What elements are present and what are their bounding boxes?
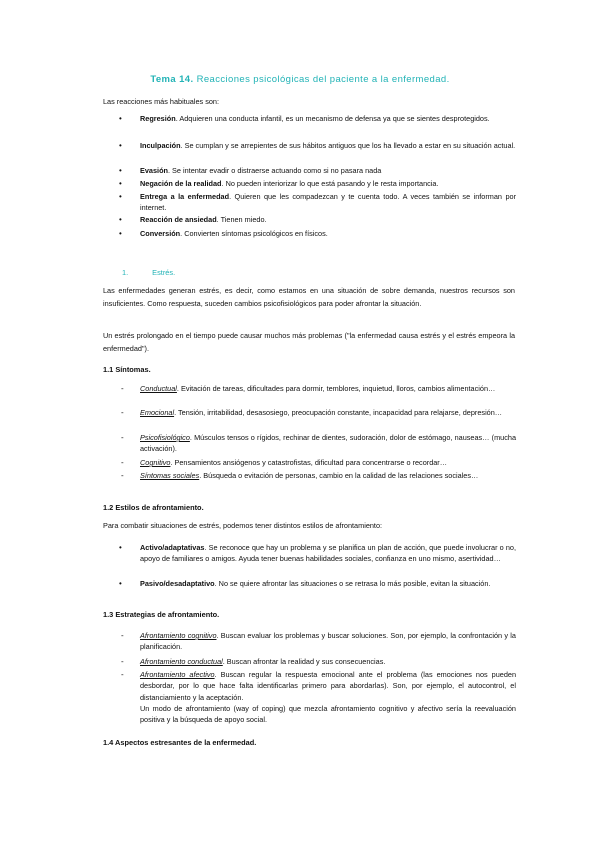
list-item: - Emocional. Tensión, irritabilidad, desasosiego, preocupación constante, incapacidad para relajarse, depresión…	[140, 407, 516, 418]
subsection-heading: 1.1 Síntomas.	[103, 365, 151, 374]
list-item: • Pasivo/desadaptativo. No se quiere afrontar las situaciones o se retrasa lo más posible, evitan la situación.	[140, 578, 516, 589]
list-item: • Entrega a la enfermedad. Quieren que les compadezcan y te cuenta todo. A veces también se informan por internet.	[140, 191, 516, 214]
paragraph: Para combatir situaciones de estrés, podemos tener distintos estilos de afrontamiento:	[103, 521, 383, 530]
list-item: - Psicofisiológico. Músculos tensos o rígidos, rechinar de dientes, sudoración, dolor de estómago, nauseas… (mucha activación).	[140, 432, 516, 455]
subsection-heading: 1.2 Estilos de afrontamiento.	[103, 503, 204, 512]
list-item: • Inculpación. Se cumplan y se arrepientes de sus hábitos antiguos que los ha llevado a estar en su situación actual.	[140, 140, 516, 151]
list-item: • Regresión. Adquieren una conducta infantil, es un mecanismo de defensa ya que se sientes desprotegidos.	[140, 113, 516, 124]
list-item: • Conversión. Convierten síntomas psicológicos en físicos.	[140, 228, 516, 239]
list-item: - Cognitivo. Pensamientos ansiógenos y catastrofistas, dificultad para concentrarse o recordar…	[140, 457, 516, 468]
list-item: • Activo/adaptativas. Se reconoce que hay un problema y se planifica un plan de acción, que puede involucrar o no, apoyo de familiares o amigos. Ayuda tener buenas habilidades sociales, confianza en uno mismo, asertividad…	[140, 542, 516, 565]
list-item: • Reacción de ansiedad. Tienen miedo.	[140, 214, 516, 225]
list-item: - Conductual. Evitación de tareas, dificultades para dormir, temblores, inquietud, lloros, cambios alimentación…	[140, 383, 516, 394]
paragraph: Las enfermedades generan estrés, es decir, como estamos en una situación de sobre demanda, nuestros recursos son insuficientes. Como respuesta, suceden cambios psicofisiológicos para poder afrontar la situación.	[103, 286, 515, 308]
subsection-heading: 1.3 Estrategias de afrontamiento.	[103, 610, 220, 619]
list-item: - Afrontamiento conductual. Buscan afrontar la realidad y sus consecuencias.	[140, 656, 516, 667]
strategies-note: Un modo de afrontamiento (way of coping) que mezcla afrontamiento cognitivo y afectivo sería la reevaluación positiva y la búsqueda de apoyo social.	[140, 704, 516, 725]
paragraph: Un estrés prolongado en el tiempo puede causar muchos más problemas ("la enfermedad causa estrés y el estrés empeora la enfermedad").	[103, 331, 515, 353]
list-item: • Negación de la realidad. No pueden interiorizar lo que está pasando y le resta importancia.	[140, 178, 516, 189]
section-heading: 1. Estrés.	[122, 268, 176, 277]
list-item: - Afrontamiento cognitivo. Buscan evaluar los problemas y buscar soluciones. Son, por ejemplo, la confrontación y la planificación.	[140, 630, 516, 653]
list-item: - Afrontamiento afectivo. Buscan regular la respuesta emocional ante el problema (las emociones nos pueden desbordar, por lo que hace falta identificarlas primero para abordarlas). Son, por ejemplo, el autocontrol, el distanciamiento y la aceptación.	[140, 669, 516, 703]
list-item: - Síntomas sociales. Búsqueda o evitación de personas, cambio en la calidad de las relaciones sociales…	[140, 470, 516, 481]
page-title: Tema 14. Reacciones psicológicas del paciente a la enfermedad.	[150, 74, 450, 85]
intro-paragraph: Las reacciones más habituales son:	[103, 97, 220, 106]
subsection-heading: 1.4 Aspectos estresantes de la enfermedad.	[103, 738, 257, 747]
list-item: • Evasión. Se intentar evadir o distraerse actuando como si no pasara nada	[140, 165, 516, 176]
